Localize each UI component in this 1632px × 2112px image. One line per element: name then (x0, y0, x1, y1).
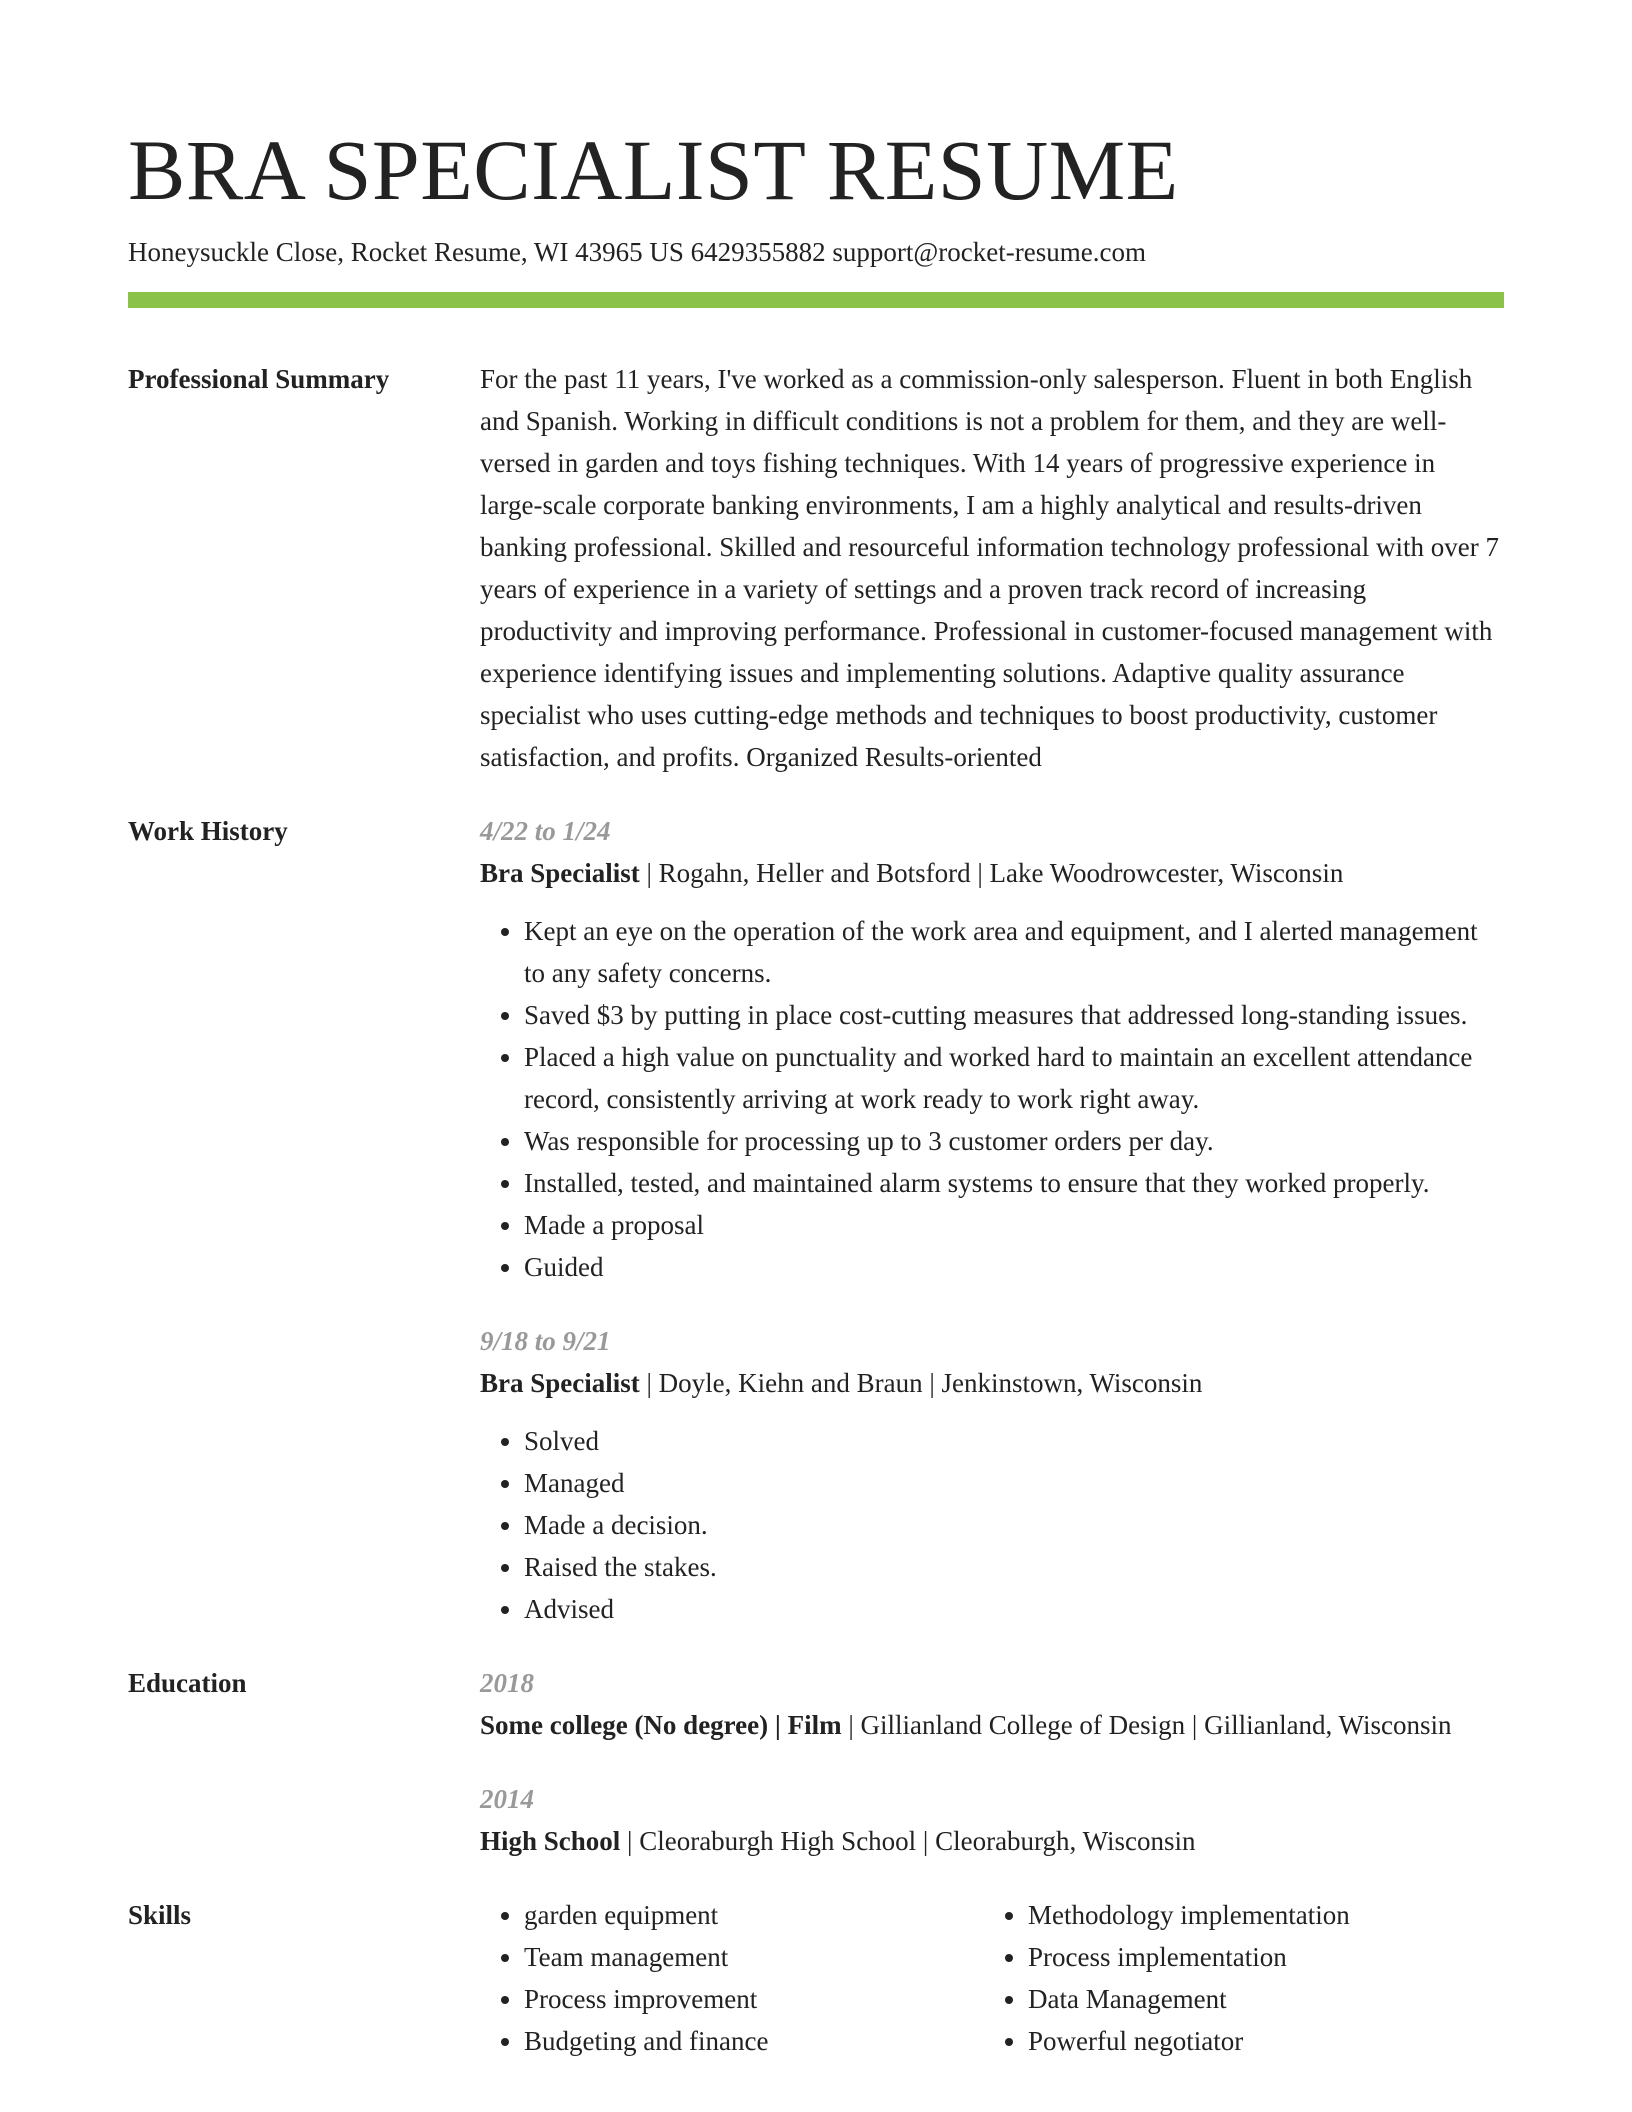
job-heading (480, 852, 1504, 894)
summary-text: For the past 11 years, I've worked as a commission-only salesperson. Fluent in both English and Spanish. Working in difficult conditions is not a problem for them, and they are well-versed in garden and toys fishing techniques. With 14 years of progressive experience in large-scale corporate banking environments, I am a highly analytical and results-driven banking professional. Skilled and resourceful information technology professional with over 7 years of experience in a variety of settings and a proven track record of increasing productivity and improving performance. Professional in customer-focused management with experience identifying issues and implementing solutions. Adaptive quality assurance specialist who uses cutting-edge methods and techniques to boost productivity, customer satisfaction, and profits. Organized Results-oriented (480, 364, 1500, 772)
education-heading (480, 1820, 1504, 1862)
skills-body (480, 1894, 1504, 2062)
job-dates: 9/18 to 9/21 (480, 1326, 611, 1356)
job-title: Bra Specialist (480, 858, 640, 888)
education-heading (480, 1704, 1504, 1746)
job-duty: • Saved $3 by putting in place cost-cutting measures that addressed long-standing issues. (524, 994, 1504, 1036)
education-entry (480, 1778, 1504, 1862)
job-duty: • Advised (524, 1588, 1504, 1630)
education-degree: High School (480, 1826, 621, 1856)
work-history-section (128, 810, 1504, 1630)
job-duty: • Kept an eye on the operation of the work area and equipment, and I alerted management to any safety concerns. (524, 910, 1504, 994)
skill-item: • Budgeting and finance (524, 2020, 984, 2062)
education-school-location: | Gillianland College of Design | Gillianland, Wisconsin (841, 1710, 1452, 1740)
work-history-body (480, 810, 1504, 1630)
summary-section (128, 358, 1504, 778)
resume-title: BRA SPECIALIST RESUME (128, 122, 1179, 218)
job-entry (480, 810, 1504, 1288)
job-heading (480, 1362, 1504, 1404)
job-dates: 4/22 to 1/24 (480, 816, 611, 846)
skill-item: • garden equipment (524, 1894, 984, 1936)
job-employer-location: | Rogahn, Heller and Botsford | Lake Woodrowcester, Wisconsin (639, 858, 1344, 888)
skill-item: • Powerful negotiator (1028, 2020, 1488, 2062)
skill-item: • Team management (524, 1936, 984, 1978)
skill-item: • Process improvement (524, 1978, 984, 2020)
job-duty: • Solved (524, 1420, 1504, 1462)
section-label-skills: Skills (128, 1900, 192, 1930)
job-duties-list (480, 910, 1504, 1288)
skill-item: • Methodology implementation (1028, 1894, 1488, 1936)
job-duty: • Installed, tested, and maintained alarm systems to ensure that they worked properly. (524, 1162, 1504, 1204)
header-divider (128, 292, 1504, 308)
job-duty: • Guided (524, 1246, 1504, 1288)
section-label-summary: Professional Summary (128, 364, 390, 394)
skills-list-right (984, 1894, 1488, 2062)
education-degree: Some college (No degree) | Film (480, 1710, 842, 1740)
skill-item: • Data Management (1028, 1978, 1488, 2020)
job-duty: • Raised the stakes. (524, 1546, 1504, 1588)
job-duties-list (480, 1420, 1504, 1630)
job-employer-location: | Doyle, Kiehn and Braun | Jenkinstown, Wisconsin (639, 1368, 1203, 1398)
job-duty: • Managed (524, 1462, 1504, 1504)
job-duty: • Made a decision. (524, 1504, 1504, 1546)
job-duty: • Placed a high value on punctuality and worked hard to maintain an excellent attendance record, consistently arriving at work ready to work right away. (524, 1036, 1504, 1120)
section-label-work-history: Work History (128, 816, 288, 846)
education-section (128, 1662, 1504, 1862)
education-body (480, 1662, 1504, 1862)
job-duty: • Was responsible for processing up to 3 customer orders per day. (524, 1120, 1504, 1162)
section-label-education: Education (128, 1668, 247, 1698)
skills-columns (480, 1894, 1504, 2062)
skills-list-left (480, 1894, 984, 2062)
education-year: 2014 (480, 1784, 534, 1814)
contact-line: Honeysuckle Close, Rocket Resume, WI 43965 US 6429355882 support@rocket-resume.com (128, 237, 1146, 267)
resume-page (128, 0, 1504, 2062)
skill-item: • Process implementation (1028, 1936, 1488, 1978)
job-entry (480, 1320, 1504, 1630)
job-title: Bra Specialist (480, 1368, 640, 1398)
skills-section (128, 1894, 1504, 2062)
education-school-location: | Cleoraburgh High School | Cleoraburgh, Wisconsin (620, 1826, 1196, 1856)
education-entry (480, 1662, 1504, 1746)
education-year: 2018 (480, 1668, 534, 1698)
job-duty: • Made a proposal (524, 1204, 1504, 1246)
